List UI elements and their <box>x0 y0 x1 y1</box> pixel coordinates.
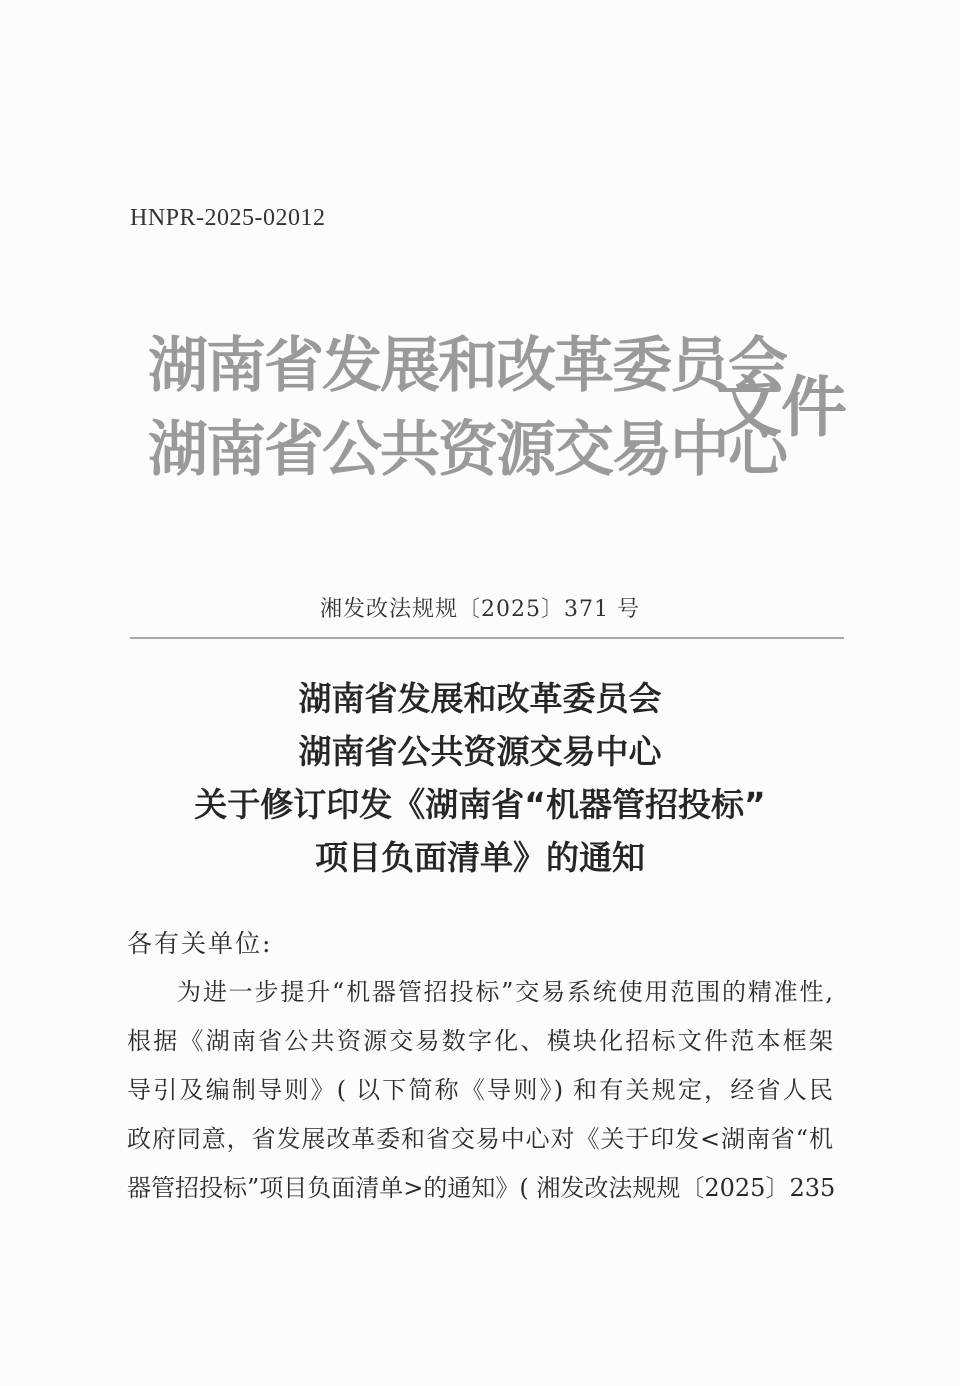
body-line: 根据《湖南省公共资源交易数字化、模块化招标文件范本框架 <box>127 1027 833 1055</box>
salutation: 各有关单位: <box>127 929 273 958</box>
title-line: 项目负面清单》的通知 <box>315 838 645 877</box>
issuer-line-2: 湖南省公共资源交易中心 <box>148 415 786 485</box>
body-line: 为进一步提升“机器管招投标”交易系统使用范围的精准性, <box>177 978 833 1006</box>
red-header <box>148 318 848 508</box>
body-line: 导引及编制导则》( 以下简称《导则》) 和有关规定，经省人民 <box>127 1076 833 1104</box>
body-line: 器管招投标”项目负面清单>的通知》( 湘发改法规规〔2025〕235 <box>127 1174 836 1202</box>
title-line: 湖南省公共资源交易中心 <box>298 732 662 771</box>
body-line: 政府同意，省发展改革委和省交易中心对《关于印发<湖南省“机 <box>127 1125 833 1153</box>
header-divider <box>130 637 844 639</box>
document-number: 湘发改法规规〔2025〕371 号 <box>320 597 640 622</box>
issuer-line-1: 湖南省发展和改革委员会 <box>148 331 786 401</box>
title-line: 湖南省发展和改革委员会 <box>298 679 662 718</box>
issuer-suffix: 文件 <box>716 369 846 446</box>
title-line: 关于修订印发《湖南省“机器管招投标” <box>194 785 766 824</box>
body-paragraph <box>127 968 836 1213</box>
document-title <box>0 672 960 884</box>
document-code: HNPR-2025-02012 <box>130 205 326 231</box>
